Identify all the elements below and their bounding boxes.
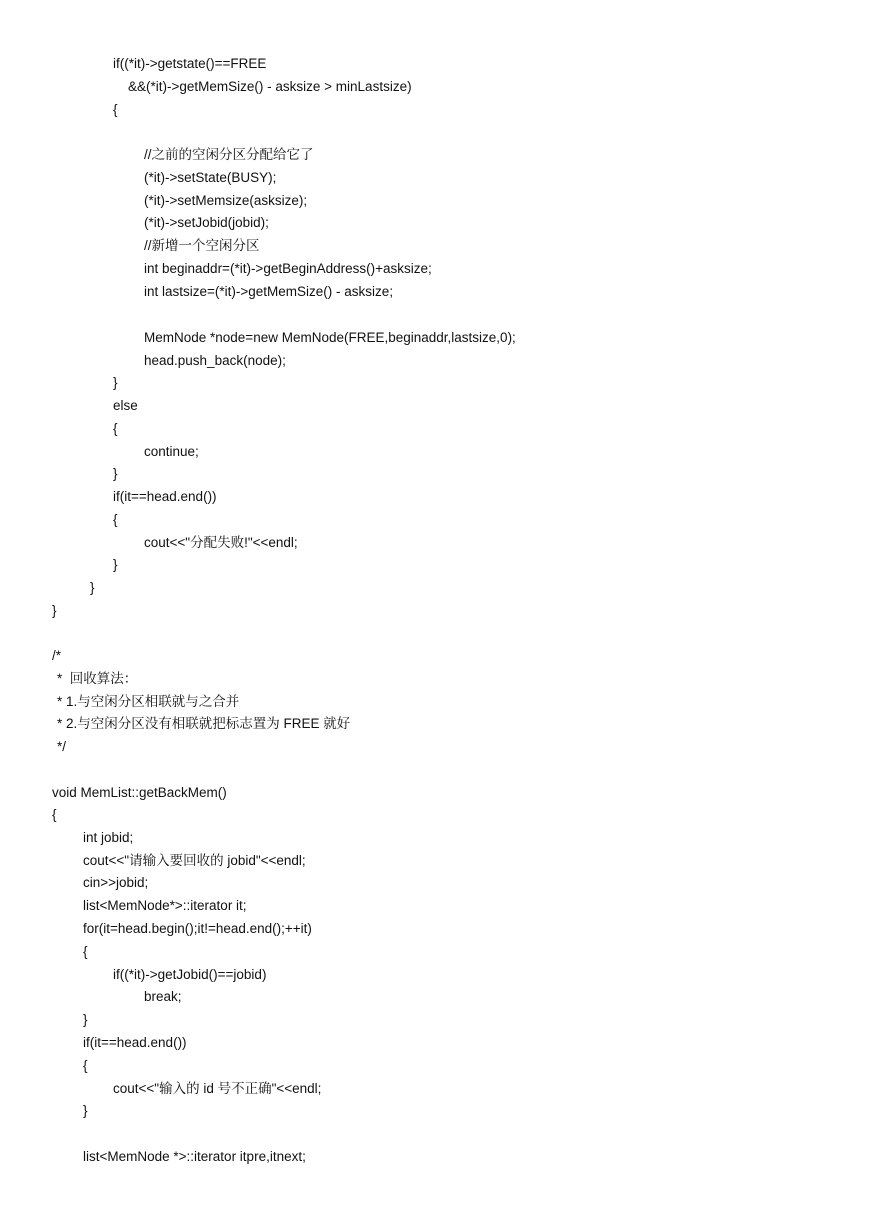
code-line: break; — [144, 989, 182, 1004]
code-line: } — [113, 375, 118, 390]
code-line: { — [83, 1058, 88, 1073]
code-line: cout<<"请输入要回收的 jobid"<<endl; — [83, 853, 306, 868]
code-line: * 2.与空闲分区没有相联就把标志置为 FREE 就好 — [57, 716, 351, 731]
code-line: &&(*it)->getMemSize() - asksize > minLastsize) — [128, 79, 412, 94]
code-line: if((*it)->getstate()==FREE — [113, 56, 267, 71]
code-line: MemNode *node=new MemNode(FREE,beginaddr,lastsize,0); — [144, 330, 516, 345]
code-line: //新增一个空闲分区 — [144, 238, 260, 253]
code-line: continue; — [144, 444, 199, 459]
code-line: { — [52, 807, 57, 822]
code-line: * 回收算法： — [57, 671, 138, 686]
code-line: } — [52, 603, 57, 618]
code-line: (*it)->setJobid(jobid); — [144, 215, 269, 230]
code-line: cin>>jobid; — [83, 875, 149, 890]
code-line: } — [83, 1012, 88, 1027]
code-line: { — [113, 421, 118, 436]
code-line: head.push_back(node); — [144, 353, 286, 368]
code-line: if((*it)->getJobid()==jobid) — [113, 967, 267, 982]
code-line: (*it)->setMemsize(asksize); — [144, 193, 308, 208]
code-line: list<MemNode *>::iterator itpre,itnext; — [83, 1149, 306, 1164]
code-line: } — [113, 466, 118, 481]
code-line: { — [113, 102, 118, 117]
code-line: int beginaddr=(*it)->getBeginAddress()+asksize; — [144, 261, 432, 276]
code-line: { — [113, 512, 118, 527]
code-line: } — [83, 1103, 88, 1118]
code-line: { — [83, 944, 88, 959]
code-line: } — [90, 580, 95, 595]
code-line: */ — [57, 739, 67, 754]
code-line: for(it=head.begin();it!=head.end();++it) — [83, 921, 312, 936]
code-line: void MemList::getBackMem() — [52, 785, 227, 800]
code-line: else — [113, 398, 138, 413]
code-line: * 1.与空闲分区相联就与之合并 — [57, 694, 240, 709]
code-line: int lastsize=(*it)->getMemSize() - asksize; — [144, 284, 394, 299]
code-line: if(it==head.end()) — [83, 1035, 187, 1050]
code-line: int jobid; — [83, 830, 134, 845]
code-line: cout<<"分配失败!"<<endl; — [144, 535, 298, 550]
code-line: /* — [52, 648, 62, 663]
code-line: cout<<"输入的 id 号不正确"<<endl; — [113, 1081, 322, 1096]
code-line: (*it)->setState(BUSY); — [144, 170, 277, 185]
code-line: } — [113, 557, 118, 572]
code-line: list<MemNode*>::iterator it; — [83, 898, 247, 913]
code-line: if(it==head.end()) — [113, 489, 217, 504]
code-line: //之前的空闲分区分配给它了 — [144, 147, 314, 162]
